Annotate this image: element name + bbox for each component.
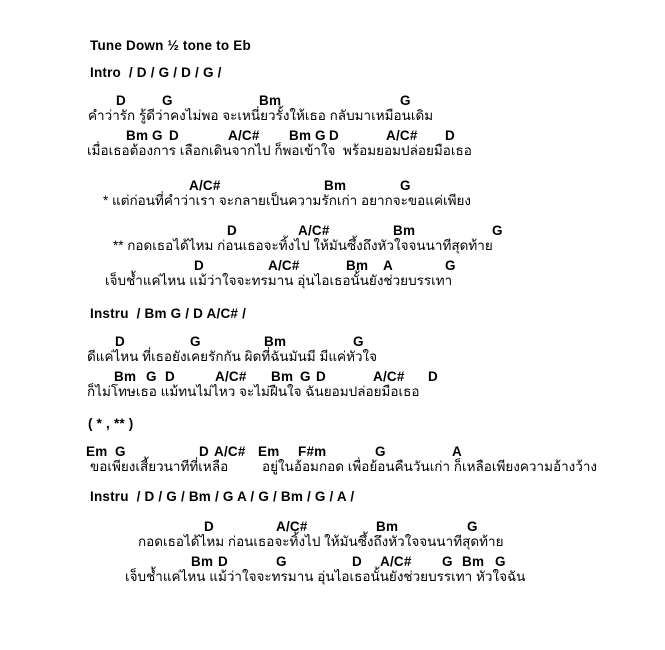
lyric-line [0,237,665,255]
chord: D [194,258,204,273]
lyric-text: ** กอดเธอได้ไหม ก่อนเธอจะทิ้งไป ให้มันซึ้งถึงหัวใจจนนาทีสุดท้าย [113,238,493,253]
lyric-text: เจ็บช้ำแค่ไหน แม้ว่าใจจะทรมาน อุ่นไอเธอนั้นยังช่วยบรรเทา [105,273,453,288]
chord: F#m [298,444,327,459]
lyric-line [0,192,665,210]
chord: Bm [114,369,137,384]
chord: G [353,334,364,349]
lyric-text: เจ็บช้ำแค่ไหน แม้ว่าใจจะทรมาน อุ่นไอเธอนั้นยังช่วยบรรเทา หัวใจฉัน [125,569,526,584]
chord: A/C# [268,258,300,273]
chord: A/C# [380,554,412,569]
heading-text: Instru / D / G / Bm / G A / G / Bm / G / A / [90,489,355,504]
lyric-line [0,458,665,476]
chord: D [116,93,126,108]
lyric-line [0,533,665,551]
heading-text: Intro / D / G / D / G / [90,65,222,80]
chord: D [218,554,228,569]
chord: D [316,369,326,384]
section-heading [0,37,665,55]
heading-text: ( * , ** ) [88,416,134,431]
chord: Em [86,444,108,459]
chord: A/C# [189,178,221,193]
chord: Bm [393,223,416,238]
chord: D [227,223,237,238]
heading-text: Tune Down ½ tone to Eb [90,38,251,53]
lyric-text: อยู่ในอ้อมกอด เพื่อย้อนคืนวันเก่า ก็เหลือเพียงความอ้างว้าง [262,459,598,474]
chord: G [276,554,287,569]
lyric-line [0,568,665,586]
lyric-text: กอดเธอได้ไหม ก่อนเธอจะทิ้งไป ให้มันซึ้งถึงหัวใจจนนาทีสุดท้าย [138,534,504,549]
lyric-text: ขอเพียงเสี้ยวนาทีที่เหลือ [90,459,229,474]
chord: Bm [324,178,347,193]
chord: A/C# [215,369,247,384]
section-heading [0,305,665,323]
chord: Bm [376,519,399,534]
chord: A/C# [298,223,330,238]
lyric-line [0,348,665,366]
chord: G [400,178,411,193]
chord: A [383,258,393,273]
lyric-text: ก็ไม่โทษเธอ แม้ทนไม่ไหว จะไม่ฝืนใจ ฉันยอมปล่อยมือเธอ [87,384,420,399]
chord: G [375,444,386,459]
chord: Bm [462,554,485,569]
chord: Bm [191,554,214,569]
lyric-text: * แต่ก่อนที่คำว่าเรา จะกลายเป็นความรักเก่า อยากจะขอแค่เพียง [103,193,472,208]
chord: G [152,128,163,143]
chord: Bm [264,334,287,349]
chord: G [492,223,503,238]
chord: D [165,369,175,384]
chord: G [190,334,201,349]
chord: Bm [126,128,149,143]
section-heading [0,415,665,433]
chord: D [329,128,339,143]
chord: Em [258,444,280,459]
lyric-text: คำว่ารัก รู้ดีว่าคงไม่พอ จะเหนี่ยวรั้งให้เธอ กลับมาเหมือนเดิม [88,108,434,123]
lyric-line [0,107,665,125]
chord: D [115,334,125,349]
chord: G [300,369,311,384]
chord: A/C# [276,519,308,534]
chord: Bm [271,369,294,384]
chord: A/C# [386,128,418,143]
lyric-line [0,383,665,401]
chord: A/C# [373,369,405,384]
chord: D [445,128,455,143]
chord: G [162,93,173,108]
chord: D [428,369,438,384]
chord: A [452,444,462,459]
lyric-line [0,272,665,290]
lyric-text: ดีแค่ไหน ที่เธอยังเคยรักกัน ผิดที่ฉันมันมี มีแค่หัวใจ [87,349,378,364]
chord: G [495,554,506,569]
chord: Bm [259,93,282,108]
chord: G [445,258,456,273]
chord: G [467,519,478,534]
chord: Bm [289,128,312,143]
chord: G [315,128,326,143]
chord: G [146,369,157,384]
section-heading [0,64,665,82]
chord: Bm [346,258,369,273]
chord: D [169,128,179,143]
chord: G [442,554,453,569]
lyric-line [0,142,665,160]
chord: A/C# [228,128,260,143]
chord: D [199,444,209,459]
section-heading [0,488,665,506]
lyric-text: เมื่อเธอต้องการ เลือกเดินจากไป ก็พอเข้าใจ พร้อมยอมปล่อยมือเธอ [87,143,472,158]
chord: G [115,444,126,459]
chord: D [204,519,214,534]
chord: G [400,93,411,108]
chord: A/C# [214,444,246,459]
chord: D [352,554,362,569]
heading-text: Instru / Bm G / D A/C# / [90,306,247,321]
